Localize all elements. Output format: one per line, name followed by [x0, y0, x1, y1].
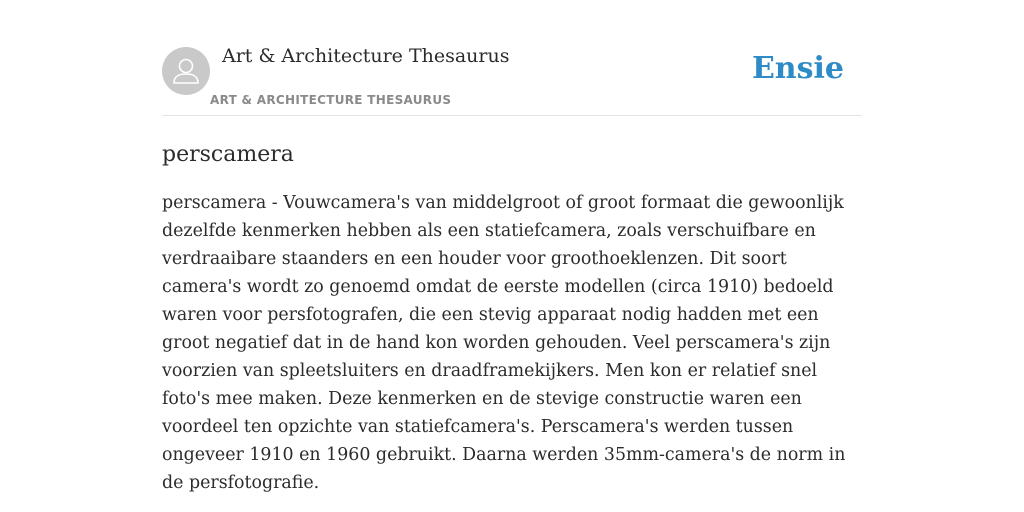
source-subtitle[interactable]: ART & ARCHITECTURE THESAURUS: [210, 93, 452, 107]
entry-term: perscamera: [162, 142, 294, 167]
source-header: [162, 0, 862, 116]
user-avatar-icon[interactable]: [162, 47, 210, 95]
entry-definition: perscamera - Vouwcamera's van middelgroot of groot formaat die gewoonlijk dezelfde kenmerken hebben als een statiefcamera, zoals verschuifbare en verdraaibare staanders en een houder voor groothoeklenzen. Dit soort camera's wordt zo genoemd omdat de eerste modellen (circa 1910) bedoeld waren voor persfotografen, die een stevig apparaat nodig hadden met een groot negatief dat in de hand kon worden gehouden. Veel perscamera's zijn voorzien van spleetsluiters en draadframekijkers. Men kon er relatief snel foto's mee maken. Deze kenmerken en de stevige constructie waren een voordeel ten opzichte van statiefcamera's. Perscamera's werden tussen ongeveer 1910 en 1960 gebruikt. Daarna werden 35mm-camera's de norm in de persfotografie.: [162, 193, 846, 493]
content-container: [162, 0, 862, 497]
ensie-logo-link[interactable]: Ensie: [751, 51, 844, 86]
source-title[interactable]: Art & Architecture Thesaurus: [222, 45, 510, 67]
